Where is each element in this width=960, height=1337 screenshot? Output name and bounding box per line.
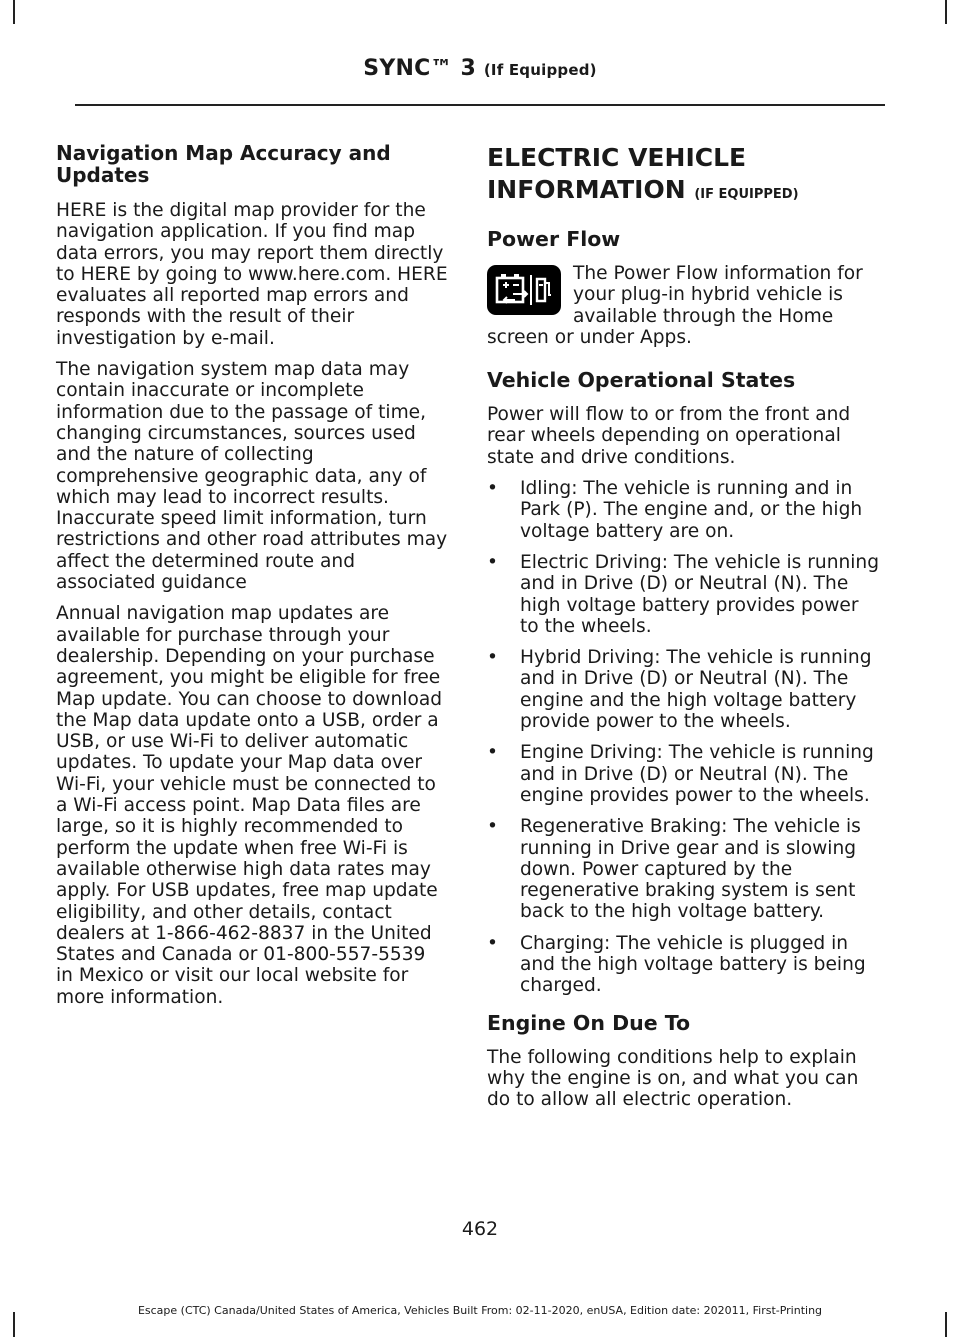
operational-states-intro: Power will flow to or from the front and rear wheels depending on operational state and drive conditions. [487,404,851,468]
power-flow-block [487,263,881,348]
section-title-suffix: (IF EQUIPPED) [694,187,799,202]
list-item [487,816,881,922]
left-column [56,142,448,1018]
bullet: • [487,551,498,573]
header-rule [75,104,885,106]
bullet: • [487,647,498,669]
paragraph: HERE is the digital map provider for the navigation application. If you find map data errors, you may report them directly to HERE by going to www.here.com. HERE evaluates all reported map errors and responds with the result of their investigation by e-mail. [56,200,448,349]
crop-mark-top-right [945,0,947,24]
running-header [0,56,960,81]
power-flow-heading: Power Flow [487,227,621,251]
map-accuracy-heading: Navigation Map Accuracy and Updates [56,141,391,187]
engine-on-text: The following conditions help to explain why the engine is on, and what you can do to allow all electric operation. [487,1046,859,1111]
list-item [487,647,881,732]
bullet: • [487,816,498,838]
section-title-line1: ELECTRIC VEHICLE [487,143,747,172]
right-column [487,142,881,1121]
paragraph: The navigation system map data may contain inaccurate or incomplete information due to the passage of time, changing circumstances, sources used and the nature of collecting comprehensive geographic data, any of which may lead to incorrect results. Inaccurate speed limit information, turn restrictions and other road attributes may affect the determined route and associated guidance [56,359,448,594]
paragraph: Annual navigation map updates are available for purchase through your dealership. Depending on your purchase agreement, you might be eligible for free Map update. You can choose to download the Map data update onto a USB, order a USB, or use Wi-Fi to deliver automatic updates. To update your Map data over Wi-Fi, your vehicle must be connected to a Wi-Fi access point. Map Data files are large, so it is highly recommended to perform the update when free Wi-Fi is available otherwise high data rates may apply. For USB updates, free map update eligibility, and other details, contact dealers at 1-866-462-8837 in the United States and Canada or 01-800-557-5539 in Mexico or visit our local website for more information. [56,603,443,1008]
page-number: 462 [461,1218,499,1240]
bullet: • [487,932,498,954]
list-item-text: Regenerative Braking: The vehicle is running in Drive gear and is slowing down. Power captured by the regenerative braking system is sent back to the high voltage battery. [520,816,861,923]
footer-text: Escape (CTC) Canada/United States of America, Vehicles Built From: 02-11-2020, enUSA, Edition date: 202011, First-Printing [137,1304,823,1317]
crop-mark-top-left [13,0,15,24]
list-item-text: Idling: The vehicle is running and in Park (P). The engine and, or the high voltage battery are on. [520,478,863,542]
header-title: SYNC™ 3 [363,56,476,81]
power-flow-text: The Power Flow information for your plug-in hybrid vehicle is available through the Home screen or under Apps. [487,263,863,348]
list-item-text: Engine Driving: The vehicle is running and in Drive (D) or Neutral (N). The engine provides power to the wheels. [520,742,874,806]
section-title [487,142,881,211]
list-item-text: Hybrid Driving: The vehicle is running and in Drive (D) or Neutral (N). The engine and the high voltage battery provide power to the wheels. [520,647,872,733]
list-item [487,478,881,542]
list-item [487,933,881,997]
header-subtitle: (If Equipped) [483,61,597,79]
list-item-text: Charging: The vehicle is plugged in and the high voltage battery is being charged. [520,932,866,997]
operational-states-heading: Vehicle Operational States [487,368,796,393]
section-title-line2: INFORMATION [487,175,686,204]
bullet: • [487,478,498,500]
operational-states-list [487,478,881,997]
list-item-text: Electric Driving: The vehicle is running and in Drive (D) or Neutral (N). The high voltage battery provides power to the wheels. [520,551,880,637]
list-item [487,552,881,637]
power-flow-icon [487,265,561,315]
engine-on-heading: Engine On Due To [487,1010,691,1035]
bullet: • [487,742,498,764]
list-item [487,742,881,806]
